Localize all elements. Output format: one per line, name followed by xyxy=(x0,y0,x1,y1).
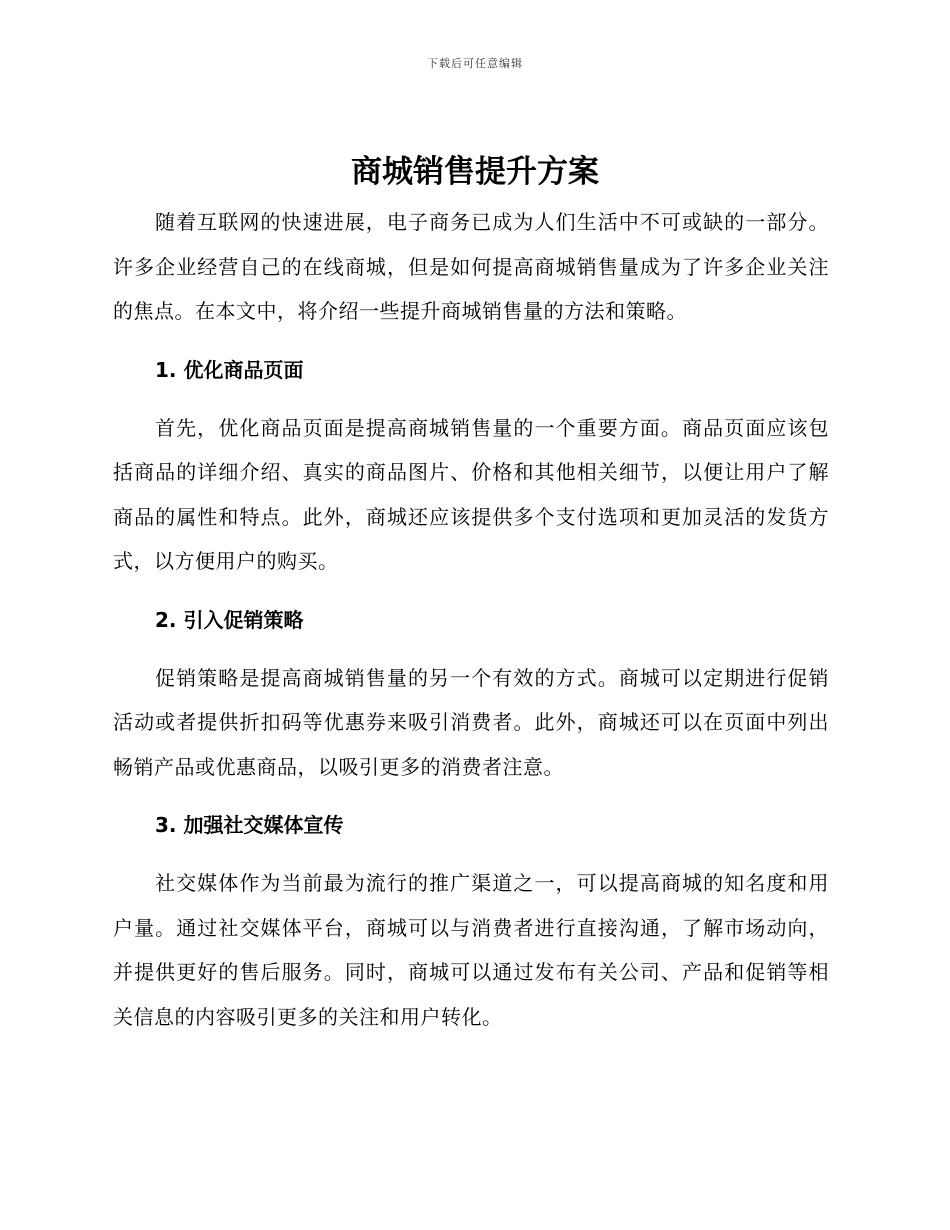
section-1 xyxy=(113,348,829,584)
section-heading: 2. 引入促销策略 xyxy=(155,607,304,632)
section-heading: 1. 优化商品页面 xyxy=(155,357,304,382)
section-heading: 3. 加强社交媒体宣传 xyxy=(155,813,344,837)
section-paragraph: 社交媒体作为当前最为流行的推广渠道之一，可以提高商城的知名度和用户量。通过社交媒体平台，商城可以与消费者进行直接沟通，了解市场动向，并提供更好的售后服务。同时，商城可以通过发布有关公司、产品和促销等相关信息的内容吸引更多的关注和用户转化。 xyxy=(113,871,829,1029)
intro-paragraph: 随着互联网的快速进展，电子商务已成为人们生活中不可或缺的一部分。许多企业经营自己的在线商城，但是如何提高商城销售量成为了许多企业关注的焦点。在本文中，将介绍一些提升商城销售量的方法和策略。 xyxy=(113,210,829,323)
document-title: 商城销售提升方案 xyxy=(351,154,599,190)
header-note: 下载后可任意编辑 xyxy=(427,57,523,70)
document-body xyxy=(113,200,829,1039)
section-paragraph: 促销策略是提高商城销售量的另一个有效的方式。商城可以定期进行促销活动或者提供折扣码等优惠券来吸引消费者。此外，商城还可以在页面中列出畅销产品或优惠商品，以吸引更多的消费者注意。 xyxy=(113,665,829,779)
section-3 xyxy=(113,803,829,1039)
section-2 xyxy=(113,598,829,790)
section-paragraph: 首先，优化商品页面是提高商城销售量的一个重要方面。商品页面应该包括商品的详细介绍、真实的商品图片、价格和其他相关细节，以便让用户了解商品的属性和特点。此外，商城还应该提供多个支付选项和更加灵活的发货方式，以方便用户的购买。 xyxy=(113,415,829,573)
